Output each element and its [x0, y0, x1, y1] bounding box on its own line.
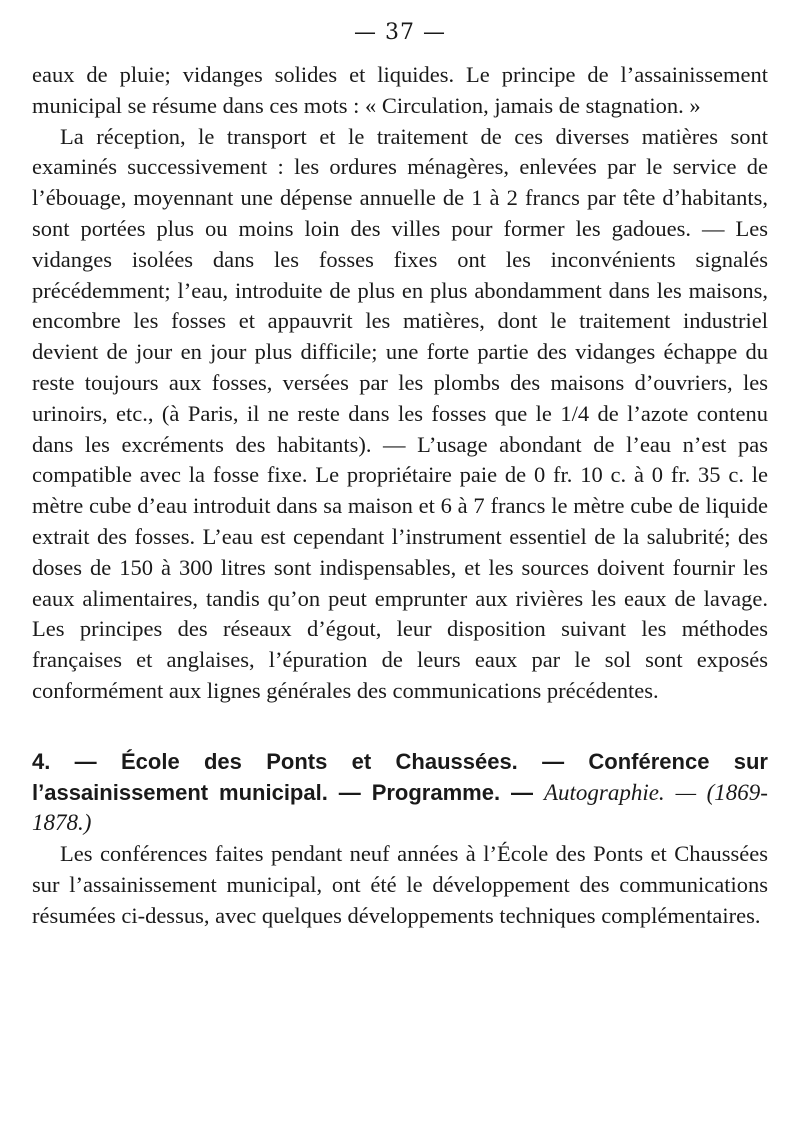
page-body — [32, 60, 768, 932]
page-number: — 37 — — [354, 20, 446, 45]
section-spacer — [32, 707, 768, 747]
section-dates: — (1869-1878.) — [32, 779, 768, 836]
section-title: — École des Ponts et Chaussées. — Conférence sur l’assainissement municipal. — Programme. — — [32, 748, 768, 805]
section-heading — [32, 747, 768, 839]
paragraph-conferences: Les conférences faites pendant neuf années à l’École des Ponts et Chaussées sur l’assainissement municipal, ont été le développement des communications résumées ci-dessus, avec quelques développements techniques complémentaires. — [32, 841, 768, 928]
paragraph-reception-transport: La réception, le transport et le traitement de ces diverses matières sont examinés successivement : les ordures ménagères, enlevées par le service de l’ébouage, moyennant une dépense annuelle de 1 à 2 francs par tête d’habitants, sont portées plus ou moins loin des villes pour former les gadoues. — Les vidanges isolées dans les fosses fixes ont les inconvénients signalés précédemment; l’eau, introduite de plus en plus abondamment dans les maisons, encombre les fosses et appauvrit les matières, dont le traitement industriel devient de jour en jour plus difficile; une forte partie des vidanges échappe du reste toujours aux fosses, versées par les plombs des maisons d’ouvriers, les urinoirs, etc., (à Paris, il ne reste dans les fosses que le 1/4 de l’azote contenu dans les excréments des habitants). — L’usage abondant de l’eau n’est pas compatible avec la fosse fixe. Le propriétaire paie de 0 fr. 10 c. à 0 fr. 35 c. le mètre cube d’eau introduit dans sa maison et 6 à 7 francs le mètre cube de liquide extrait des fosses. L’eau est cependant l’instrument essentiel de la salubrité; des doses de 150 à 300 litres sont indispensables, et les sources doivent fournir les eaux alimentaires, tandis qu’on peut emprunter aux rivières les eaux de lavage. Les principes des réseaux d’égout, leur disposition suivant les méthodes françaises et anglaises, l’épuration de leurs eaux par le sol sont exposés conformément aux lignes générales des communications précédentes. — [32, 123, 768, 703]
section-number: 4. — [32, 748, 51, 774]
section-format: Autographie. — [543, 779, 665, 805]
paragraph-continuation: eaux de pluie; vidanges solides et liquides. Le principe de l’assainissement municipal se résume dans ces mots : « Circulation, jamais de stagnation. » — [32, 62, 768, 118]
